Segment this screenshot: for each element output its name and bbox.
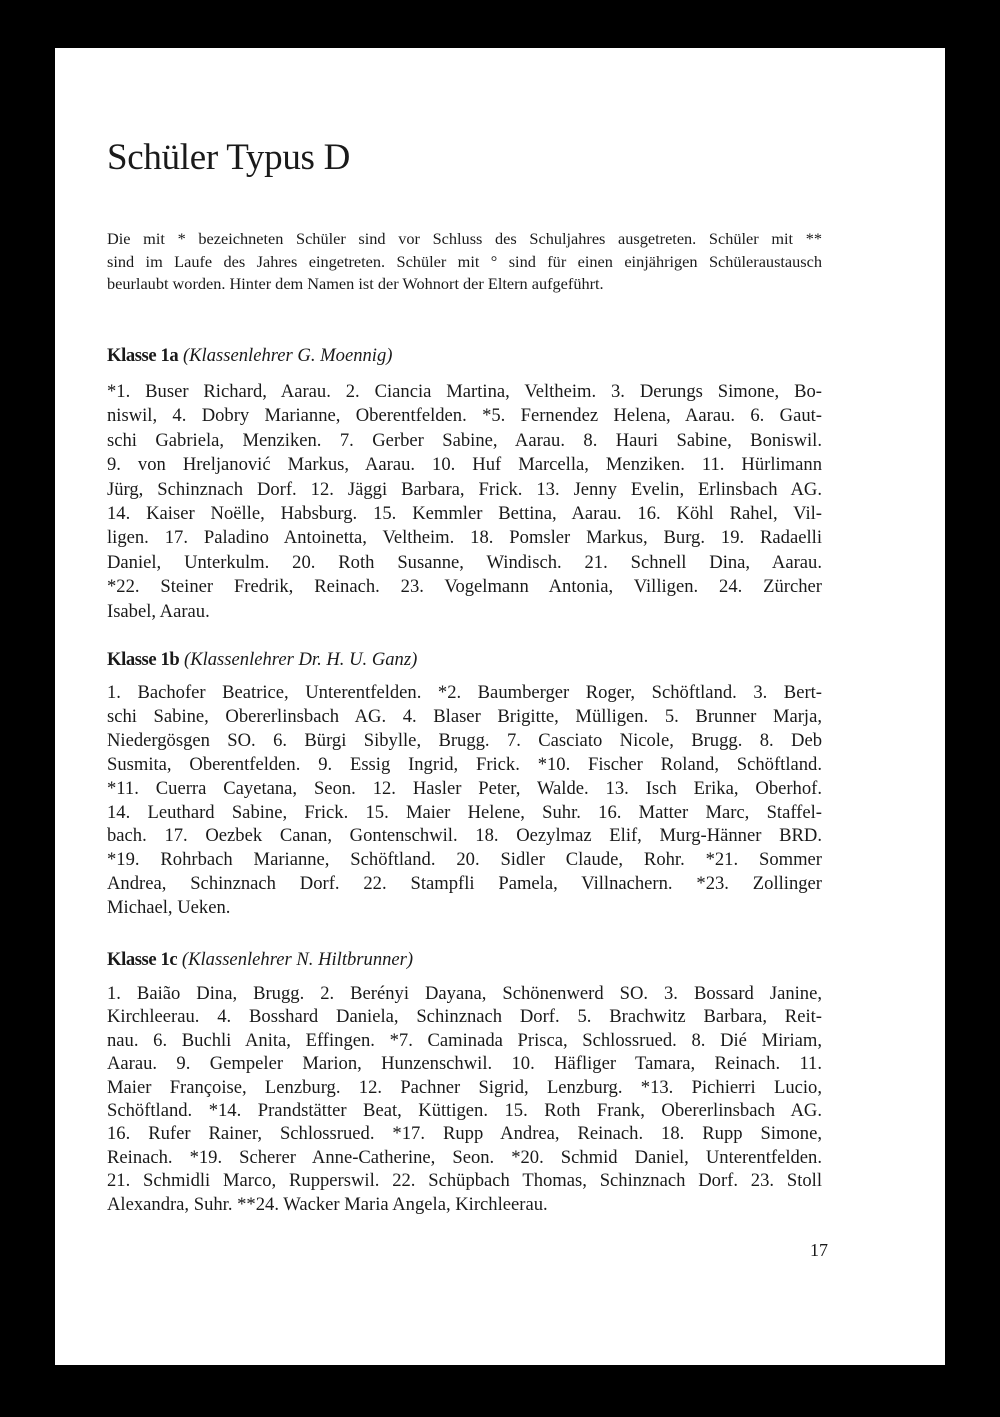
- student-list-line: 9. von Hreljanović Markus, Aarau. 10. Huf Marcella, Menziken. 11. Hürlimann: [107, 454, 822, 476]
- student-list-line: Daniel, Unterkulm. 20. Roth Susanne, Windisch. 21. Schnell Dina, Aarau.: [107, 551, 822, 573]
- class-teacher: (Klassenlehrer N. Hiltbrunner): [181, 949, 414, 970]
- class-1a-heading: [107, 345, 392, 367]
- intro-line: beurlaubt worden. Hinter dem Namen ist der Wohnort der Eltern aufgeführt.: [107, 274, 604, 294]
- student-list-line: Susmita, Oberentfelden. 9. Essig Ingrid, Frick. *10. Fischer Roland, Schöftland.: [107, 753, 822, 775]
- class-1a-list: [107, 380, 822, 624]
- page-title: Schüler Typus D: [107, 137, 350, 178]
- page-number: 17: [810, 1240, 828, 1260]
- student-list-line: niswil, 4. Dobry Marianne, Oberentfelden. *5. Fernendez Helena, Aarau. 6. Gaut-: [107, 405, 822, 427]
- class-1b-heading: [107, 649, 417, 671]
- student-list-line: Kirchleerau. 4. Bosshard Daniela, Schinznach Dorf. 5. Brachwitz Barbara, Reit-: [107, 1006, 822, 1028]
- intro-line: sind im Laufe des Jahres eingetreten. Schüler mit ° sind für einen einjährigen Schüleraustausch: [107, 251, 822, 271]
- student-list-line: 1. Baião Dina, Brugg. 2. Berényi Dayana, Schönenwerd SO. 3. Bossard Janine,: [107, 983, 822, 1004]
- student-list-line: 16. Rufer Rainer, Schlossrued. *17. Rupp Andrea, Reinach. 18. Rupp Simone,: [107, 1123, 822, 1145]
- document-page: [55, 48, 945, 1365]
- student-list-line: ligen. 17. Paladino Antoinetta, Veltheim. 18. Pomsler Markus, Burg. 19. Radaelli: [107, 527, 822, 549]
- student-list-line: 14. Kaiser Noëlle, Habsburg. 15. Kemmler Bettina, Aarau. 16. Köhl Rahel, Vil-: [107, 503, 822, 525]
- class-label: Klasse 1c: [107, 949, 178, 970]
- student-list-line: Alexandra, Suhr. **24. Wacker Maria Angela, Kirchleerau.: [107, 1193, 548, 1215]
- student-list-line: bach. 17. Oezbek Canan, Gontenschwil. 18. Oezylmaz Elif, Murg-Hänner BRD.: [107, 825, 822, 847]
- intro-line: Die mit * bezeichneten Schüler sind vor Schluss des Schuljahres ausgetreten. Schüler mit **: [107, 229, 822, 248]
- student-list-line: schi Sabine, Obererlinsbach AG. 4. Blaser Brigitte, Mülligen. 5. Brunner Marja,: [107, 705, 822, 727]
- intro-paragraph: [107, 228, 822, 296]
- class-1b-list: [107, 681, 822, 920]
- student-list-line: 21. Schmidli Marco, Rupperswil. 22. Schüpbach Thomas, Schinznach Dorf. 23. Stoll: [107, 1170, 822, 1192]
- student-list-line: 14. Leuthard Sabine, Frick. 15. Maier Helene, Suhr. 16. Matter Marc, Staffel-: [107, 801, 822, 823]
- student-list-line: Niedergösgen SO. 6. Bürgi Sibylle, Brugg. 7. Casciato Nicole, Brugg. 8. Deb: [107, 729, 822, 751]
- student-list-line: *19. Rohrbach Marianne, Schöftland. 20. Sidler Claude, Rohr. *21. Sommer: [107, 849, 822, 871]
- student-list-line: *1. Buser Richard, Aarau. 2. Ciancia Martina, Veltheim. 3. Derungs Simone, Bo-: [107, 381, 822, 402]
- class-label: Klasse 1b: [107, 649, 180, 670]
- student-list-line: Andrea, Schinznach Dorf. 22. Stampfli Pamela, Villnachern. *23. Zollinger: [107, 873, 822, 895]
- student-list-line: 1. Bachofer Beatrice, Unterentfelden. *2. Baumberger Roger, Schöftland. 3. Bert-: [107, 682, 822, 703]
- class-teacher: (Klassenlehrer G. Moennig): [182, 345, 393, 366]
- student-list-line: Jürg, Schinznach Dorf. 12. Jäggi Barbara, Frick. 13. Jenny Evelin, Erlinsbach AG.: [107, 478, 822, 500]
- student-list-line: nau. 6. Buchli Anita, Effingen. *7. Caminada Prisca, Schlossrued. 8. Dié Miriam,: [107, 1029, 822, 1051]
- student-list-line: schi Gabriela, Menziken. 7. Gerber Sabine, Aarau. 8. Hauri Sabine, Boniswil.: [107, 429, 822, 451]
- class-label: Klasse 1a: [107, 345, 179, 366]
- student-list-line: Maier Françoise, Lenzburg. 12. Pachner Sigrid, Lenzburg. *13. Pichierri Lucio,: [107, 1076, 822, 1098]
- student-list-line: Isabel, Aarau.: [107, 600, 210, 622]
- student-list-line: Reinach. *19. Scherer Anne-Catherine, Seon. *20. Schmid Daniel, Unterentfelden.: [107, 1146, 822, 1168]
- student-list-line: Michael, Ueken.: [107, 897, 231, 919]
- student-list-line: Schöftland. *14. Prandstätter Beat, Küttigen. 15. Roth Frank, Obererlinsbach AG.: [107, 1100, 822, 1122]
- class-1c-list: [107, 982, 822, 1216]
- class-teacher: (Klassenlehrer Dr. H. U. Ganz): [184, 649, 418, 670]
- student-list-line: *22. Steiner Fredrik, Reinach. 23. Vogelmann Antonia, Villigen. 24. Zürcher: [107, 576, 822, 598]
- student-list-line: *11. Cuerra Cayetana, Seon. 12. Hasler Peter, Walde. 13. Isch Erika, Oberhof.: [107, 777, 822, 799]
- class-1c-heading: [107, 949, 413, 971]
- student-list-line: Aarau. 9. Gempeler Marion, Hunzenschwil. 10. Häfliger Tamara, Reinach. 11.: [107, 1053, 822, 1075]
